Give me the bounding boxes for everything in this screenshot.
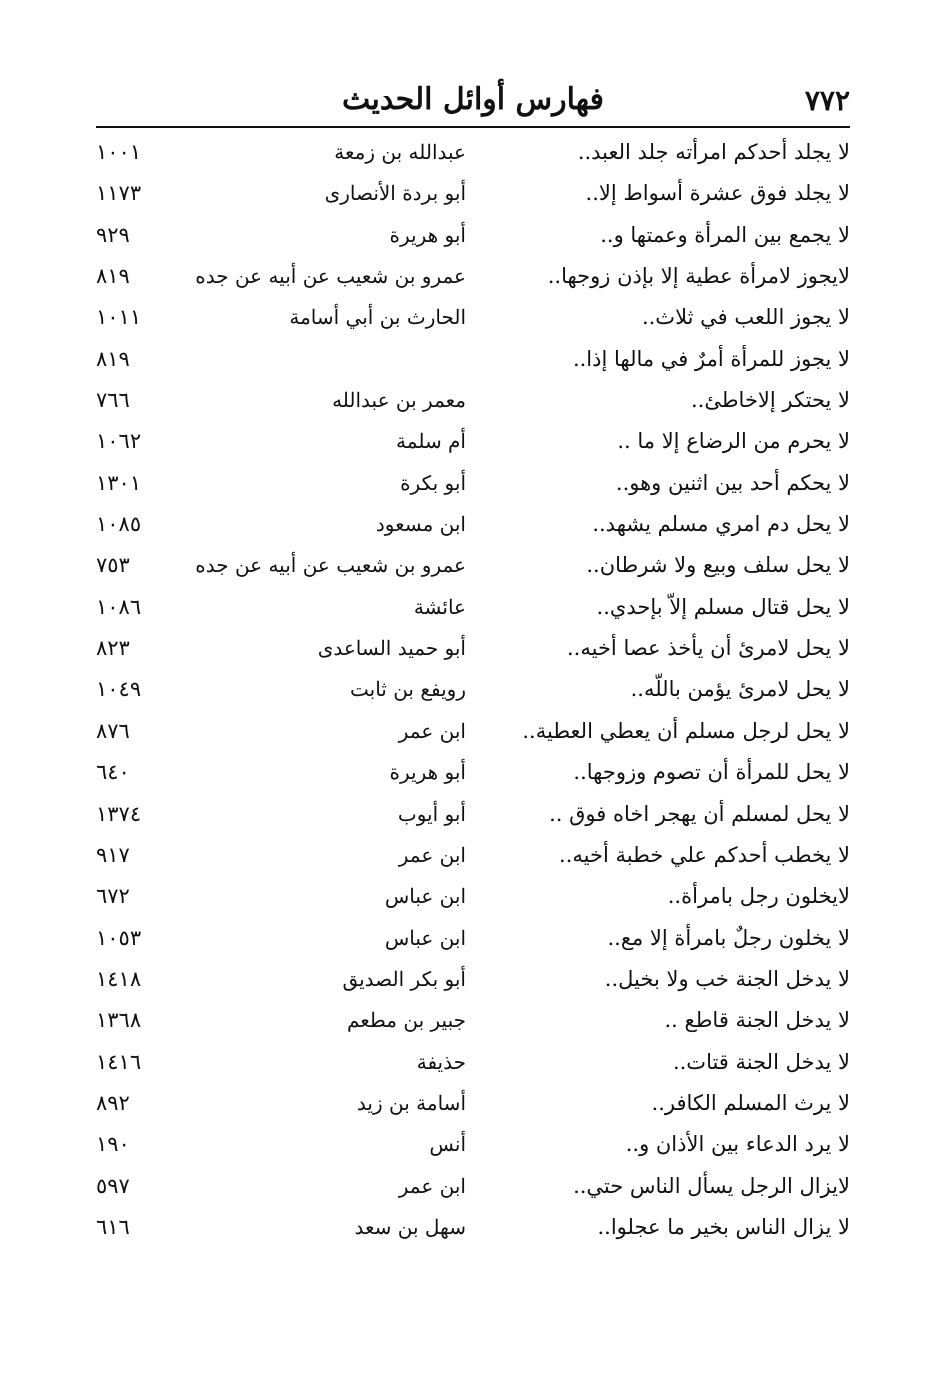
hadith-opening-text: لا يخلون رجلٌ بامرأة إلا مع..	[607, 925, 850, 950]
narrator-name: أبو هريرة	[389, 760, 466, 785]
hadith-opening-text: لا يخطب أحدكم علي خطبة أخيه..	[559, 842, 850, 867]
hadith-number: ١٠٨٦	[96, 594, 142, 619]
narrator-name: الحارث بن أبي أسامة	[289, 305, 466, 330]
narrator-name: أبو هريرة	[389, 222, 466, 247]
narrator-name: أم سلمة	[396, 429, 466, 454]
hadith-opening-text: لا يحل لمسلم أن يهجر اخاه فوق ..	[549, 801, 850, 826]
narrator-name: عبدالله بن زمعة	[334, 140, 466, 164]
index-entry	[96, 1172, 850, 1213]
hadith-opening-text: لا يحل سلف وبيع ولا شرطان..	[586, 553, 850, 578]
hadith-opening-text: لا يدخل الجنة قتات..	[672, 1049, 850, 1074]
index-entry	[96, 717, 850, 758]
index-entry	[96, 303, 850, 344]
hadith-number: ١٠٨٥	[96, 512, 142, 537]
hadith-number: ٦٤٠	[96, 760, 130, 785]
hadith-number: ١٠٠١	[96, 140, 142, 164]
hadith-opening-text: لا يجوز للمرأة أمرٌ في مالها إذا..	[572, 346, 850, 371]
index-entry	[96, 965, 850, 1006]
index-entry	[96, 221, 850, 262]
narrator-name: أبو حميد الساعدى	[317, 636, 466, 661]
hadith-opening-text: لا يحكم أحد بين اثنين وهو..	[615, 470, 850, 495]
index-entry	[96, 386, 850, 427]
hadith-number: ٩١٧	[96, 842, 130, 867]
index-entry	[96, 758, 850, 799]
hadith-number: ١١٧٣	[96, 181, 142, 206]
hadith-opening-text: لا يحل لرجل مسلم أن يعطي العطية..	[522, 718, 850, 743]
narrator-name: سهل بن سعد	[354, 1214, 466, 1239]
index-entry	[96, 1006, 850, 1047]
hadith-number: ٦٧٢	[96, 884, 130, 909]
hadith-opening-text: لا يرد الدعاء بين الأذان و..	[625, 1132, 850, 1157]
narrator-name: أبو بكر الصديق	[342, 966, 466, 991]
hadith-number: ١٠٥٣	[96, 925, 142, 950]
index-entry	[96, 138, 850, 179]
index-entry	[96, 262, 850, 303]
index-entry	[96, 882, 850, 923]
page-title: فهارس أوائل الحديث	[342, 82, 604, 117]
hadith-opening-text: لا يحتكر إلاخاطئ..	[690, 388, 850, 413]
narrator-name: عمرو بن شعيب عن أبيه عن جده	[195, 264, 466, 289]
hadith-number: ١٣٦٨	[96, 1008, 142, 1033]
narrator-name: ابن عباس	[384, 925, 466, 950]
page-header	[96, 78, 850, 128]
index-entry	[96, 800, 850, 841]
narrator-name: ابن مسعود	[375, 512, 466, 537]
hadith-number: ٨١٩	[96, 264, 130, 289]
hadith-opening-text: لا يجمع بين المرأة وعمتها و..	[600, 222, 850, 247]
hadith-number: ٩٢٩	[96, 222, 130, 247]
hadith-number: ٧٦٦	[96, 388, 130, 413]
hadith-opening-text: لايخلون رجل بامرأة..	[667, 884, 850, 909]
index-entry	[96, 179, 850, 220]
narrator-name: رويفع بن ثابت	[349, 677, 466, 702]
narrator-name: معمر بن عبدالله	[332, 388, 466, 413]
hadith-opening-text: لايجوز لامرأة عطية إلا بإذن زوجها..	[547, 264, 850, 289]
hadith-opening-text: لا يحرم من الرضاع إلا ما ..	[617, 429, 850, 454]
index-entry	[96, 427, 850, 468]
hadith-opening-text: لا يجلد أحدكم امرأته جلد العبد..	[577, 140, 850, 164]
hadith-number: ٨٧٦	[96, 718, 130, 743]
hadith-opening-text: لا يحل للمرأة أن تصوم وزوجها..	[573, 760, 850, 785]
hadith-number: ٥٩٧	[96, 1173, 130, 1198]
narrator-name: عمرو بن شعيب عن أبيه عن جده	[195, 553, 466, 578]
hadith-number: ١٣٧٤	[96, 801, 142, 826]
hadith-opening-text: لا يرث المسلم الكافر..	[651, 1090, 850, 1115]
hadith-index-list	[96, 138, 850, 1254]
hadith-number: ١٤١٨	[96, 966, 142, 991]
hadith-number: ١٤١٦	[96, 1049, 142, 1074]
narrator-name: ابن عمر	[398, 842, 466, 867]
hadith-opening-text: لا يحل لامرئ أن يأخذ عصا أخيه..	[567, 636, 850, 661]
narrator-name: حذيفة	[416, 1049, 466, 1074]
index-entry	[96, 551, 850, 592]
narrator-name: عائشة	[413, 594, 466, 619]
hadith-opening-text: لا يزال الناس بخير ما عجلوا..	[597, 1214, 850, 1239]
index-entry	[96, 1048, 850, 1089]
index-entry	[96, 593, 850, 634]
hadith-opening-text: لا يحل قتال مسلم إلاّ بإحدي..	[596, 594, 850, 619]
narrator-name: أبو أيوب	[397, 801, 466, 826]
index-entry	[96, 1089, 850, 1130]
hadith-opening-text: لايزال الرجل يسأل الناس حتي..	[573, 1173, 850, 1198]
index-entry	[96, 924, 850, 965]
hadith-number: ١٠٦٢	[96, 429, 142, 454]
narrator-name: ابن عمر	[398, 718, 466, 743]
index-entry	[96, 1213, 850, 1254]
index-entry	[96, 510, 850, 551]
hadith-number: ١٠١١	[96, 305, 142, 330]
hadith-number: ٦١٦	[96, 1214, 130, 1239]
narrator-name: أبو بكرة	[400, 470, 466, 495]
hadith-opening-text: لا يحل لامرئ يؤمن باللّه..	[630, 677, 850, 702]
hadith-opening-text: لا يدخل الجنة قاطع ..	[664, 1008, 850, 1033]
narrator-name: ابن عمر	[398, 1173, 466, 1198]
index-entry	[96, 841, 850, 882]
index-entry	[96, 675, 850, 716]
index-entry	[96, 345, 850, 386]
hadith-opening-text: لا يجوز اللعب في ثلاث..	[641, 305, 850, 330]
hadith-number: ١٣٠١	[96, 470, 142, 495]
narrator-name: أسامة بن زيد	[356, 1090, 466, 1115]
narrator-name: جبير بن مطعم	[346, 1008, 466, 1033]
hadith-number: ٨١٩	[96, 346, 130, 371]
narrator-name: ابن عباس	[384, 884, 466, 909]
page-number: ٧٧٢	[804, 84, 850, 117]
hadith-number: ٨٢٣	[96, 636, 130, 661]
hadith-opening-text: لا يجلد فوق عشرة أسواط إلا..	[585, 181, 850, 206]
narrator-name: أبو بردة الأنصارى	[324, 181, 466, 206]
index-entry	[96, 1130, 850, 1171]
hadith-number: ١٠٤٩	[96, 677, 142, 702]
hadith-opening-text: لا يحل دم امري مسلم يشهد..	[592, 512, 850, 537]
index-entry	[96, 634, 850, 675]
hadith-number: ٧٥٣	[96, 553, 130, 578]
narrator-name: أنس	[429, 1132, 466, 1157]
hadith-number: ٨٩٢	[96, 1090, 130, 1115]
hadith-number: ١٩٠	[96, 1132, 130, 1157]
index-entry	[96, 469, 850, 510]
hadith-opening-text: لا يدخل الجنة خب ولا بخيل..	[604, 966, 850, 991]
